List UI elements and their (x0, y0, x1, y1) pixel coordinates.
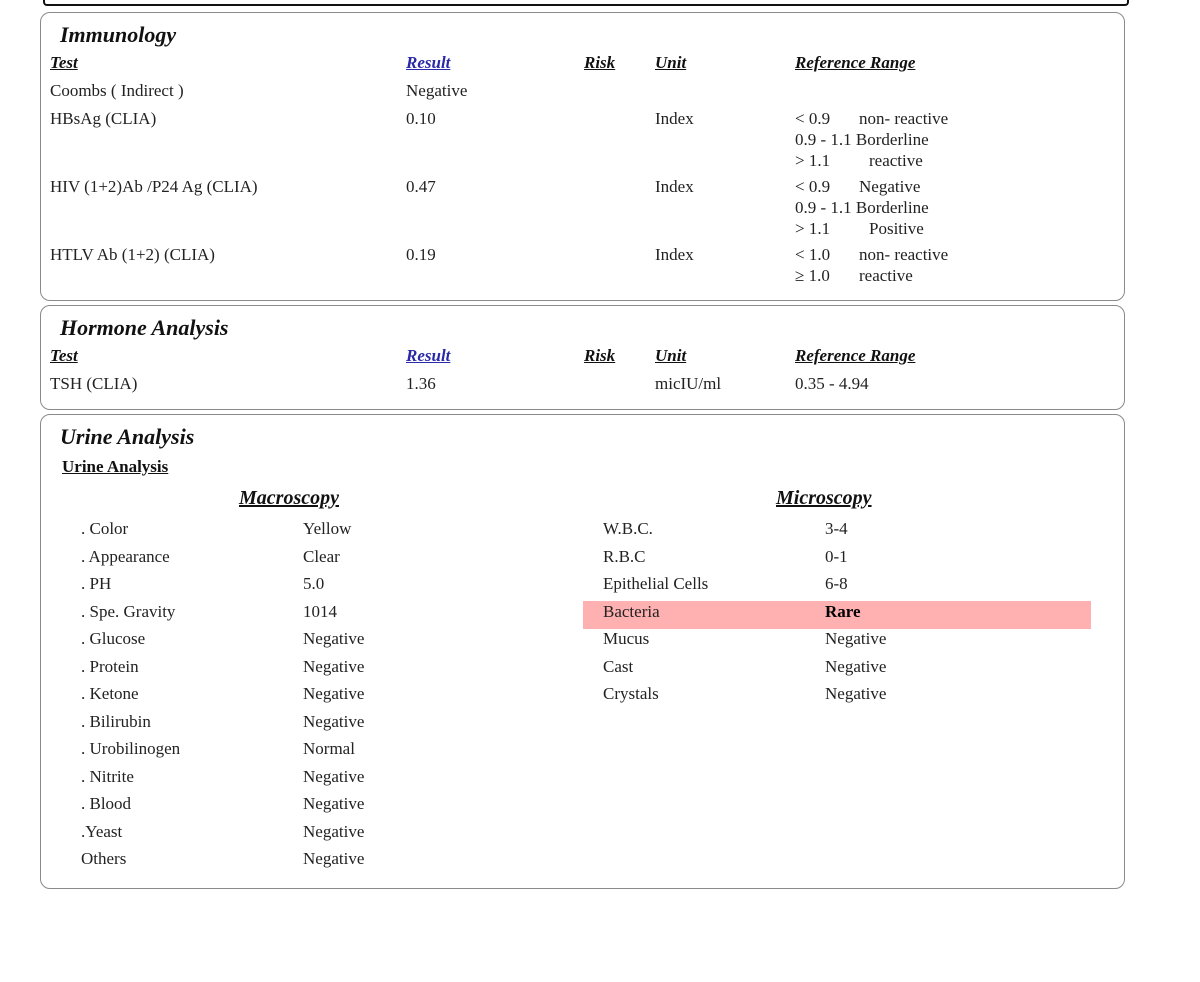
reference-range-label: reactive (859, 266, 913, 285)
microscopy-title: Microscopy (776, 487, 872, 509)
macroscopy-value: 5.0 (303, 574, 325, 593)
immuno-test: HBsAg (CLIA) (50, 109, 157, 128)
microscopy-value: Negative (825, 656, 887, 676)
col-test-header: Test (50, 346, 78, 365)
reference-range-value: ≥ 1.0 (795, 266, 830, 285)
reference-range-label: Positive (869, 219, 924, 238)
macroscopy-label: . Appearance (81, 546, 170, 566)
microscopy-label: Crystals (603, 684, 659, 703)
immuno-unit: Index (655, 177, 694, 196)
immuno-unit: Index (655, 245, 694, 264)
col-result-header: Result (406, 53, 451, 72)
macroscopy-label: . Urobilinogen (81, 739, 181, 758)
microscopy-value: 3-4 (825, 519, 848, 538)
microscopy-label: Mucus (603, 629, 650, 648)
col-result-header: Result (406, 346, 451, 365)
microscopy-label: R.B.C (603, 546, 646, 566)
macroscopy-value: Negative (303, 849, 365, 868)
reference-range-value: 0.9 - 1.1 Borderline (795, 198, 929, 217)
immunology-panel (40, 12, 1125, 301)
reference-range-label: non- reactive (859, 109, 949, 128)
reference-range-value: < 1.0 (795, 245, 831, 264)
macroscopy-value: Negative (303, 821, 365, 841)
urine-panel (40, 414, 1125, 889)
immuno-result: Negative (406, 81, 468, 100)
microscopy-value: 0-1 (825, 546, 848, 566)
microscopy-label: Cast (603, 656, 634, 676)
macroscopy-label: . Nitrite (81, 766, 134, 786)
immunology-title: Immunology (60, 22, 177, 47)
macroscopy-title: Macroscopy (239, 487, 339, 509)
reference-range-value: 0.9 - 1.1 Borderline (795, 130, 929, 149)
reference-range-value: < 0.9 (795, 177, 831, 196)
microscopy-value: Rare (825, 601, 861, 621)
col-risk-header: Risk (584, 346, 616, 365)
col-test-header: Test (50, 53, 78, 72)
col-unit-header: Unit (655, 346, 687, 365)
macroscopy-value: Normal (303, 739, 355, 758)
microscopy-value: 6-8 (825, 574, 848, 593)
reference-range-value: > 1.1 (795, 151, 831, 170)
hormone-panel (40, 305, 1125, 410)
macroscopy-value: Negative (303, 656, 365, 676)
macroscopy-label: .Yeast (81, 821, 123, 841)
col-reference-header: Reference Range (795, 53, 916, 72)
immuno-result: 0.47 (406, 177, 436, 196)
microscopy-label: W.B.C. (603, 519, 653, 538)
immuno-test: HTLV Ab (1+2) (CLIA) (50, 245, 215, 264)
col-risk-header: Risk (584, 53, 616, 72)
macroscopy-value: Clear (303, 546, 340, 566)
macroscopy-label: . PH (81, 574, 112, 593)
macroscopy-label: . Bilirubin (81, 711, 151, 731)
macroscopy-label: Others (81, 849, 127, 868)
col-reference-header: Reference Range (795, 346, 916, 365)
top-border (43, 0, 1129, 6)
immuno-unit: Index (655, 109, 694, 128)
macroscopy-value: Negative (303, 684, 365, 703)
reference-range-label: reactive (869, 151, 923, 170)
microscopy-value: Negative (825, 684, 887, 703)
immuno-result: 0.19 (406, 245, 436, 264)
urine-subtitle: Urine Analysis (62, 457, 169, 476)
reference-range-label: Negative (859, 177, 921, 196)
tsh-reference: 0.35 - 4.94 (795, 374, 869, 393)
macroscopy-value: Yellow (303, 519, 352, 538)
macroscopy-value: Negative (303, 629, 365, 648)
macroscopy-label: . Ketone (81, 684, 139, 703)
reference-range-value: < 0.9 (795, 109, 831, 128)
immuno-test: HIV (1+2)Ab /P24 Ag (CLIA) (50, 177, 258, 196)
tsh-test: TSH (CLIA) (50, 374, 138, 393)
immuno-test: Coombs ( Indirect ) (50, 81, 184, 100)
macroscopy-label: . Blood (81, 794, 132, 813)
tsh-unit: micIU/ml (655, 374, 722, 393)
macroscopy-value: Negative (303, 711, 365, 731)
microscopy-label: Bacteria (603, 601, 660, 621)
microscopy-label: Epithelial Cells (603, 574, 709, 593)
macroscopy-value: Negative (303, 794, 365, 813)
macroscopy-label: . Color (81, 519, 129, 538)
col-unit-header: Unit (655, 53, 687, 72)
macroscopy-value: 1014 (303, 601, 337, 621)
macroscopy-label: . Glucose (81, 629, 146, 648)
urine-title: Urine Analysis (60, 424, 195, 449)
hormone-title: Hormone Analysis (60, 315, 229, 340)
tsh-result: 1.36 (406, 374, 436, 393)
macroscopy-label: . Spe. Gravity (81, 601, 176, 621)
macroscopy-label: . Protein (81, 656, 139, 676)
macroscopy-value: Negative (303, 766, 365, 786)
immuno-result: 0.10 (406, 109, 436, 128)
reference-range-label: non- reactive (859, 245, 949, 264)
microscopy-value: Negative (825, 629, 887, 648)
reference-range-value: > 1.1 (795, 219, 831, 238)
